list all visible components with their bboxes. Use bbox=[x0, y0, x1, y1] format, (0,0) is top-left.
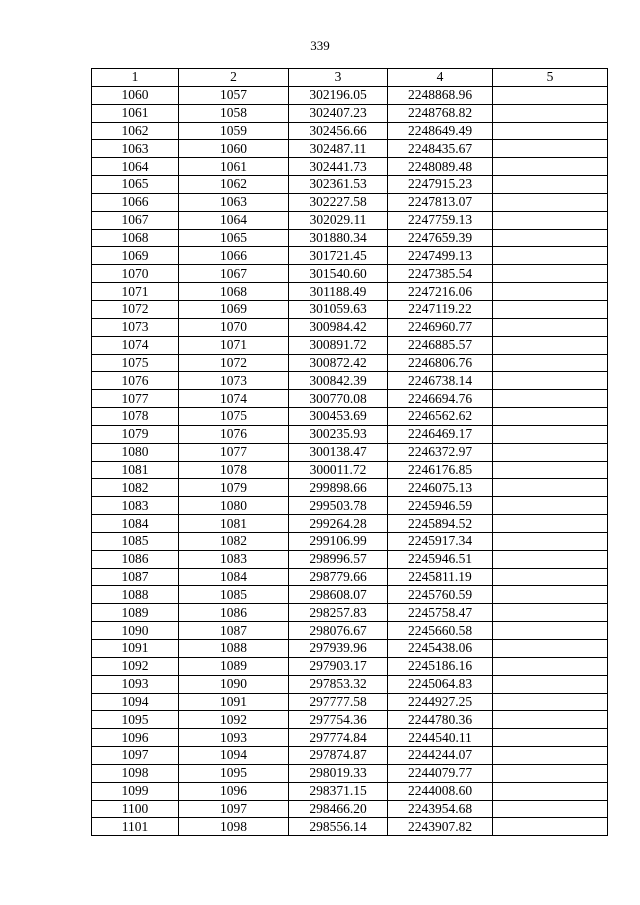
table-cell-col-2: 1075 bbox=[179, 408, 289, 426]
table-cell-col-2: 1086 bbox=[179, 604, 289, 622]
table-cell-col-4: 2247659.39 bbox=[388, 229, 493, 247]
table-cell-col-4: 2246806.76 bbox=[388, 354, 493, 372]
table-cell-col-3: 299898.66 bbox=[289, 479, 388, 497]
table-cell-col-1: 1082 bbox=[92, 479, 179, 497]
table-cell-col-5 bbox=[493, 479, 608, 497]
header-col-5: 5 bbox=[493, 69, 608, 87]
table-cell-col-4: 2245064.83 bbox=[388, 675, 493, 693]
table-cell-col-1: 1068 bbox=[92, 229, 179, 247]
table-cell-col-2: 1094 bbox=[179, 747, 289, 765]
table-cell-col-4: 2246562.62 bbox=[388, 408, 493, 426]
table-cell-col-2: 1090 bbox=[179, 675, 289, 693]
table-cell-col-5 bbox=[493, 86, 608, 104]
table-cell-col-5 bbox=[493, 604, 608, 622]
table-cell-col-3: 302227.58 bbox=[289, 193, 388, 211]
table-cell-col-2: 1088 bbox=[179, 640, 289, 658]
table-cell-col-4: 2245894.52 bbox=[388, 515, 493, 533]
table-cell-col-2: 1079 bbox=[179, 479, 289, 497]
table-cell-col-2: 1066 bbox=[179, 247, 289, 265]
table-cell-col-3: 302456.66 bbox=[289, 122, 388, 140]
table-cell-col-4: 2245660.58 bbox=[388, 622, 493, 640]
table-row bbox=[92, 283, 608, 301]
table-cell-col-3: 302196.05 bbox=[289, 86, 388, 104]
table-cell-col-3: 298996.57 bbox=[289, 550, 388, 568]
table-cell-col-1: 1069 bbox=[92, 247, 179, 265]
table-cell-col-5 bbox=[493, 211, 608, 229]
table-cell-col-1: 1079 bbox=[92, 425, 179, 443]
table-row bbox=[92, 568, 608, 586]
table-row bbox=[92, 176, 608, 194]
table-cell-col-3: 301721.45 bbox=[289, 247, 388, 265]
table-cell-col-2: 1089 bbox=[179, 657, 289, 675]
table-cell-col-4: 2248768.82 bbox=[388, 104, 493, 122]
table-cell-col-5 bbox=[493, 693, 608, 711]
header-col-4: 4 bbox=[388, 69, 493, 87]
table-row bbox=[92, 800, 608, 818]
table-cell-col-4: 2247216.06 bbox=[388, 283, 493, 301]
table-cell-col-3: 300770.08 bbox=[289, 390, 388, 408]
table-cell-col-3: 297774.84 bbox=[289, 729, 388, 747]
table-row bbox=[92, 497, 608, 515]
table-cell-col-4: 2248868.96 bbox=[388, 86, 493, 104]
table-cell-col-5 bbox=[493, 764, 608, 782]
table-cell-col-3: 298257.83 bbox=[289, 604, 388, 622]
table-cell-col-3: 300891.72 bbox=[289, 336, 388, 354]
table-cell-col-5 bbox=[493, 532, 608, 550]
table-cell-col-3: 297853.32 bbox=[289, 675, 388, 693]
table-cell-col-1: 1090 bbox=[92, 622, 179, 640]
table-row bbox=[92, 211, 608, 229]
table-cell-col-1: 1101 bbox=[92, 818, 179, 836]
table-cell-col-3: 297939.96 bbox=[289, 640, 388, 658]
table-cell-col-4: 2246738.14 bbox=[388, 372, 493, 390]
table-cell-col-4: 2243954.68 bbox=[388, 800, 493, 818]
table-cell-col-5 bbox=[493, 122, 608, 140]
table-cell-col-5 bbox=[493, 176, 608, 194]
table-cell-col-4: 2246469.17 bbox=[388, 425, 493, 443]
table-row bbox=[92, 622, 608, 640]
table-cell-col-1: 1062 bbox=[92, 122, 179, 140]
table-cell-col-1: 1077 bbox=[92, 390, 179, 408]
table-cell-col-2: 1067 bbox=[179, 265, 289, 283]
table-row bbox=[92, 586, 608, 604]
table-cell-col-2: 1060 bbox=[179, 140, 289, 158]
table-cell-col-4: 2247119.22 bbox=[388, 300, 493, 318]
table-cell-col-1: 1081 bbox=[92, 461, 179, 479]
table-cell-col-5 bbox=[493, 247, 608, 265]
table-cell-col-1: 1065 bbox=[92, 176, 179, 194]
table-header bbox=[92, 69, 608, 87]
table-row bbox=[92, 711, 608, 729]
table-row bbox=[92, 532, 608, 550]
table-cell-col-2: 1068 bbox=[179, 283, 289, 301]
table-row bbox=[92, 729, 608, 747]
table-cell-col-3: 301880.34 bbox=[289, 229, 388, 247]
table-cell-col-5 bbox=[493, 140, 608, 158]
table-cell-col-4: 2245811.19 bbox=[388, 568, 493, 586]
table-cell-col-5 bbox=[493, 336, 608, 354]
table-cell-col-5 bbox=[493, 300, 608, 318]
page-number: 339 bbox=[310, 38, 330, 53]
table-cell-col-1: 1087 bbox=[92, 568, 179, 586]
table-cell-col-3: 298608.07 bbox=[289, 586, 388, 604]
table-row bbox=[92, 265, 608, 283]
table-cell-col-2: 1076 bbox=[179, 425, 289, 443]
table-row bbox=[92, 229, 608, 247]
table-cell-col-2: 1081 bbox=[179, 515, 289, 533]
table-cell-col-1: 1080 bbox=[92, 443, 179, 461]
table-cell-col-1: 1084 bbox=[92, 515, 179, 533]
table-row bbox=[92, 140, 608, 158]
table-cell-col-3: 300011.72 bbox=[289, 461, 388, 479]
table-cell-col-3: 300235.93 bbox=[289, 425, 388, 443]
table-cell-col-4: 2244244.07 bbox=[388, 747, 493, 765]
table-cell-col-1: 1076 bbox=[92, 372, 179, 390]
table-row bbox=[92, 764, 608, 782]
table-cell-col-1: 1098 bbox=[92, 764, 179, 782]
table-row bbox=[92, 479, 608, 497]
table-cell-col-4: 2246960.77 bbox=[388, 318, 493, 336]
table-cell-col-5 bbox=[493, 229, 608, 247]
table-cell-col-2: 1084 bbox=[179, 568, 289, 586]
table-cell-col-3: 302441.73 bbox=[289, 158, 388, 176]
table-row bbox=[92, 515, 608, 533]
table-cell-col-2: 1062 bbox=[179, 176, 289, 194]
table-cell-col-5 bbox=[493, 372, 608, 390]
table-cell-col-5 bbox=[493, 568, 608, 586]
table-cell-col-2: 1057 bbox=[179, 86, 289, 104]
table-cell-col-2: 1078 bbox=[179, 461, 289, 479]
table-cell-col-5 bbox=[493, 461, 608, 479]
header-col-3: 3 bbox=[289, 69, 388, 87]
table-cell-col-3: 298076.67 bbox=[289, 622, 388, 640]
table-cell-col-3: 297874.87 bbox=[289, 747, 388, 765]
table-cell-col-2: 1070 bbox=[179, 318, 289, 336]
table-cell-col-5 bbox=[493, 265, 608, 283]
table-cell-col-3: 297777.58 bbox=[289, 693, 388, 711]
table-cell-col-5 bbox=[493, 640, 608, 658]
table-cell-col-2: 1093 bbox=[179, 729, 289, 747]
table-cell-col-4: 2245186.16 bbox=[388, 657, 493, 675]
table-cell-col-4: 2247759.13 bbox=[388, 211, 493, 229]
table-row bbox=[92, 193, 608, 211]
table-cell-col-1: 1071 bbox=[92, 283, 179, 301]
table-cell-col-5 bbox=[493, 193, 608, 211]
table-cell-col-2: 1069 bbox=[179, 300, 289, 318]
table-cell-col-3: 302029.11 bbox=[289, 211, 388, 229]
table-cell-col-4: 2245946.51 bbox=[388, 550, 493, 568]
table-cell-col-4: 2245438.06 bbox=[388, 640, 493, 658]
table-cell-col-5 bbox=[493, 515, 608, 533]
table-cell-col-4: 2245946.59 bbox=[388, 497, 493, 515]
table-cell-col-5 bbox=[493, 675, 608, 693]
table-row bbox=[92, 390, 608, 408]
table-row bbox=[92, 604, 608, 622]
table-cell-col-1: 1078 bbox=[92, 408, 179, 426]
table-cell-col-4: 2243907.82 bbox=[388, 818, 493, 836]
table-cell-col-1: 1095 bbox=[92, 711, 179, 729]
table-cell-col-1: 1099 bbox=[92, 782, 179, 800]
table-cell-col-2: 1058 bbox=[179, 104, 289, 122]
table-cell-col-4: 2246885.57 bbox=[388, 336, 493, 354]
table-cell-col-4: 2247915.23 bbox=[388, 176, 493, 194]
table-cell-col-1: 1088 bbox=[92, 586, 179, 604]
table-cell-col-3: 299264.28 bbox=[289, 515, 388, 533]
table-cell-col-4: 2246075.13 bbox=[388, 479, 493, 497]
table-row bbox=[92, 354, 608, 372]
table-row bbox=[92, 461, 608, 479]
table-cell-col-5 bbox=[493, 354, 608, 372]
table-cell-col-5 bbox=[493, 729, 608, 747]
table-cell-col-3: 301059.63 bbox=[289, 300, 388, 318]
table-cell-col-2: 1072 bbox=[179, 354, 289, 372]
table-cell-col-5 bbox=[493, 550, 608, 568]
table-cell-col-2: 1095 bbox=[179, 764, 289, 782]
table-row bbox=[92, 550, 608, 568]
table-cell-col-2: 1092 bbox=[179, 711, 289, 729]
table-cell-col-3: 302361.53 bbox=[289, 176, 388, 194]
table-cell-col-1: 1064 bbox=[92, 158, 179, 176]
table-cell-col-4: 2248089.48 bbox=[388, 158, 493, 176]
table-cell-col-2: 1063 bbox=[179, 193, 289, 211]
table-cell-col-1: 1073 bbox=[92, 318, 179, 336]
table-cell-col-2: 1083 bbox=[179, 550, 289, 568]
table-cell-col-2: 1074 bbox=[179, 390, 289, 408]
table-cell-col-4: 2246176.85 bbox=[388, 461, 493, 479]
table-cell-col-1: 1072 bbox=[92, 300, 179, 318]
table-cell-col-2: 1073 bbox=[179, 372, 289, 390]
table-row bbox=[92, 443, 608, 461]
table-cell-col-5 bbox=[493, 497, 608, 515]
table-cell-col-1: 1070 bbox=[92, 265, 179, 283]
table-cell-col-5 bbox=[493, 622, 608, 640]
table-cell-col-5 bbox=[493, 657, 608, 675]
table-row bbox=[92, 675, 608, 693]
coordinates-table bbox=[91, 68, 608, 836]
table-cell-col-1: 1100 bbox=[92, 800, 179, 818]
table-cell-col-3: 300453.69 bbox=[289, 408, 388, 426]
table-row bbox=[92, 318, 608, 336]
table-cell-col-5 bbox=[493, 782, 608, 800]
table-cell-col-2: 1091 bbox=[179, 693, 289, 711]
table-cell-col-1: 1086 bbox=[92, 550, 179, 568]
table-cell-col-5 bbox=[493, 318, 608, 336]
table-cell-col-1: 1060 bbox=[92, 86, 179, 104]
table-cell-col-1: 1089 bbox=[92, 604, 179, 622]
table-row bbox=[92, 747, 608, 765]
table-cell-col-4: 2245917.34 bbox=[388, 532, 493, 550]
table-row bbox=[92, 122, 608, 140]
table-cell-col-3: 299503.78 bbox=[289, 497, 388, 515]
table-cell-col-2: 1071 bbox=[179, 336, 289, 354]
table-row bbox=[92, 247, 608, 265]
table-cell-col-4: 2247385.54 bbox=[388, 265, 493, 283]
table-cell-col-2: 1065 bbox=[179, 229, 289, 247]
table-row bbox=[92, 300, 608, 318]
table-cell-col-1: 1091 bbox=[92, 640, 179, 658]
table-row bbox=[92, 640, 608, 658]
table-cell-col-1: 1092 bbox=[92, 657, 179, 675]
table-cell-col-4: 2248649.49 bbox=[388, 122, 493, 140]
table-cell-col-1: 1075 bbox=[92, 354, 179, 372]
table-cell-col-1: 1074 bbox=[92, 336, 179, 354]
table-cell-col-3: 298556.14 bbox=[289, 818, 388, 836]
table-cell-col-1: 1097 bbox=[92, 747, 179, 765]
table-cell-col-5 bbox=[493, 408, 608, 426]
table-cell-col-3: 302487.11 bbox=[289, 140, 388, 158]
table-cell-col-4: 2246372.97 bbox=[388, 443, 493, 461]
table-cell-col-4: 2244079.77 bbox=[388, 764, 493, 782]
table-cell-col-3: 297903.17 bbox=[289, 657, 388, 675]
table-row bbox=[92, 425, 608, 443]
table-cell-col-3: 300842.39 bbox=[289, 372, 388, 390]
table-cell-col-4: 2245758.47 bbox=[388, 604, 493, 622]
table-cell-col-1: 1096 bbox=[92, 729, 179, 747]
table-cell-col-5 bbox=[493, 104, 608, 122]
table-cell-col-3: 302407.23 bbox=[289, 104, 388, 122]
table-cell-col-1: 1093 bbox=[92, 675, 179, 693]
table-cell-col-3: 297754.36 bbox=[289, 711, 388, 729]
table-cell-col-5 bbox=[493, 818, 608, 836]
table-cell-col-3: 298371.15 bbox=[289, 782, 388, 800]
table-row bbox=[92, 86, 608, 104]
table-body bbox=[92, 86, 608, 835]
table-cell-col-5 bbox=[493, 390, 608, 408]
table-row bbox=[92, 693, 608, 711]
table-row bbox=[92, 408, 608, 426]
table-row bbox=[92, 336, 608, 354]
table-cell-col-3: 299106.99 bbox=[289, 532, 388, 550]
table-cell-col-1: 1094 bbox=[92, 693, 179, 711]
header-row bbox=[92, 69, 608, 87]
table-cell-col-1: 1061 bbox=[92, 104, 179, 122]
header-col-2: 2 bbox=[179, 69, 289, 87]
table-cell-col-3: 298019.33 bbox=[289, 764, 388, 782]
table-cell-col-3: 300984.42 bbox=[289, 318, 388, 336]
table-cell-col-1: 1063 bbox=[92, 140, 179, 158]
table-cell-col-1: 1085 bbox=[92, 532, 179, 550]
table-cell-col-5 bbox=[493, 158, 608, 176]
table-cell-col-5 bbox=[493, 443, 608, 461]
table-row bbox=[92, 782, 608, 800]
table-cell-col-1: 1083 bbox=[92, 497, 179, 515]
table-cell-col-2: 1097 bbox=[179, 800, 289, 818]
table-cell-col-2: 1059 bbox=[179, 122, 289, 140]
header-col-1: 1 bbox=[92, 69, 179, 87]
table-cell-col-5 bbox=[493, 747, 608, 765]
table-row bbox=[92, 158, 608, 176]
table-cell-col-5 bbox=[493, 800, 608, 818]
table-cell-col-3: 300138.47 bbox=[289, 443, 388, 461]
table-cell-col-2: 1064 bbox=[179, 211, 289, 229]
table-row bbox=[92, 372, 608, 390]
table-cell-col-2: 1087 bbox=[179, 622, 289, 640]
table-cell-col-2: 1082 bbox=[179, 532, 289, 550]
table-cell-col-2: 1080 bbox=[179, 497, 289, 515]
table-cell-col-3: 301188.49 bbox=[289, 283, 388, 301]
table-cell-col-4: 2245760.59 bbox=[388, 586, 493, 604]
table-row bbox=[92, 818, 608, 836]
table-cell-col-2: 1085 bbox=[179, 586, 289, 604]
table-cell-col-2: 1096 bbox=[179, 782, 289, 800]
table-cell-col-2: 1077 bbox=[179, 443, 289, 461]
table-cell-col-4: 2248435.67 bbox=[388, 140, 493, 158]
table-cell-col-2: 1098 bbox=[179, 818, 289, 836]
table-cell-col-1: 1067 bbox=[92, 211, 179, 229]
table-cell-col-5 bbox=[493, 283, 608, 301]
table-cell-col-3: 298466.20 bbox=[289, 800, 388, 818]
table-cell-col-4: 2246694.76 bbox=[388, 390, 493, 408]
table-cell-col-3: 298779.66 bbox=[289, 568, 388, 586]
table-cell-col-5 bbox=[493, 586, 608, 604]
table-cell-col-4: 2244540.11 bbox=[388, 729, 493, 747]
table-cell-col-5 bbox=[493, 425, 608, 443]
table-cell-col-5 bbox=[493, 711, 608, 729]
table-row bbox=[92, 104, 608, 122]
table-cell-col-4: 2244927.25 bbox=[388, 693, 493, 711]
table-cell-col-3: 300872.42 bbox=[289, 354, 388, 372]
table-cell-col-2: 1061 bbox=[179, 158, 289, 176]
table-row bbox=[92, 657, 608, 675]
table-cell-col-4: 2247813.07 bbox=[388, 193, 493, 211]
table-cell-col-4: 2244780.36 bbox=[388, 711, 493, 729]
table-cell-col-1: 1066 bbox=[92, 193, 179, 211]
table-cell-col-4: 2247499.13 bbox=[388, 247, 493, 265]
table-cell-col-4: 2244008.60 bbox=[388, 782, 493, 800]
table-cell-col-3: 301540.60 bbox=[289, 265, 388, 283]
